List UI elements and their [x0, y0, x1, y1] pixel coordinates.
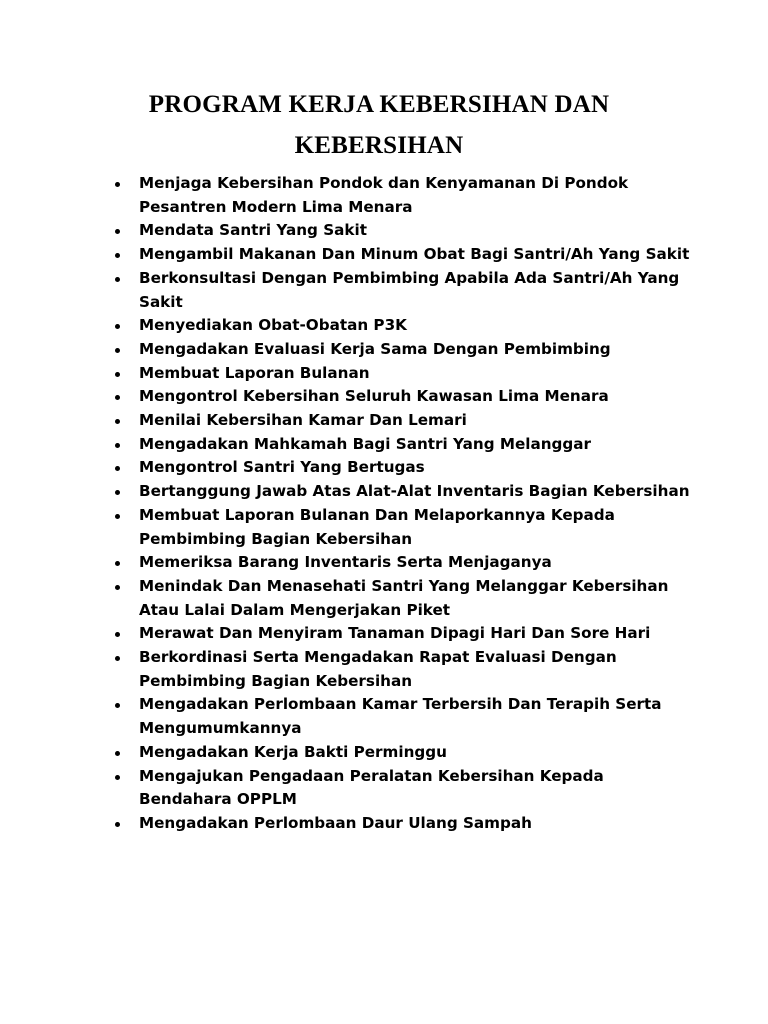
list-item-text: Mengontrol Santri Yang Bertugas: [139, 458, 425, 477]
bullet-icon: [115, 703, 120, 708]
bullet-icon: [115, 751, 120, 756]
list-item: [112, 812, 692, 836]
bullet-icon: [115, 822, 120, 827]
list-item: [112, 243, 692, 267]
list-item-text: Menindak Dan Menasehati Santri Yang Melanggar Kebersihan Atau Lalai Dalam Mengerjakan Piket: [139, 576, 669, 619]
program-list: [112, 172, 692, 836]
bullet-icon: [115, 632, 120, 637]
list-item: [112, 575, 692, 622]
bullet-icon: [115, 490, 120, 495]
bullet-icon: [115, 372, 120, 377]
list-item-text: Mengadakan Perlombaan Kamar Terbersih Dan Terapih Serta Mengumumkannya: [139, 695, 662, 738]
list-item: [112, 551, 692, 575]
list-item-text: Mengontrol Kebersihan Seluruh Kawasan Lima Menara: [139, 387, 609, 406]
bullet-icon: [115, 419, 120, 424]
bullet-icon: [115, 253, 120, 258]
list-item: [112, 338, 692, 362]
bullet-icon: [115, 466, 120, 471]
list-item: [112, 741, 692, 765]
bullet-icon: [115, 229, 120, 234]
list-item-text: Mengadakan Perlombaan Daur Ulang Sampah: [139, 813, 532, 832]
list-item-text: Membuat Laporan Bulanan: [139, 363, 370, 382]
list-item-text: Berkordinasi Serta Mengadakan Rapat Evaluasi Dengan Pembimbing Bagian Kebersihan: [139, 648, 617, 690]
list-item: [112, 693, 692, 740]
list-item: [112, 267, 692, 314]
list-item: [112, 480, 692, 504]
bullet-icon: [115, 348, 120, 353]
list-item-text: Mengadakan Evaluasi Kerja Sama Dengan Pembimbing: [139, 339, 611, 358]
document-title-line-1: PROGRAM KERJA KEBERSIHAN DAN: [148, 91, 610, 118]
list-item: [112, 433, 692, 457]
bullet-icon: [115, 324, 120, 329]
list-item-text: Memeriksa Barang Inventaris Serta Menjaganya: [139, 553, 552, 572]
list-item-text: Merawat Dan Menyiram Tanaman Dipagi Hari Dan Sore Hari: [139, 624, 651, 643]
list-item: [112, 504, 692, 551]
list-item-text: Mengadakan Mahkamah Bagi Santri Yang Melanggar: [139, 434, 592, 453]
list-item: [112, 385, 692, 409]
list-item: [112, 765, 692, 812]
bullet-icon: [115, 395, 120, 400]
list-item: [112, 646, 692, 693]
list-item: [112, 456, 692, 480]
list-item-text: Membuat Laporan Bulanan Dan Melaporkannya Kepada Pembimbing Bagian Kebersihan: [139, 505, 615, 548]
list-item-text: Bertanggung Jawab Atas Alat-Alat Inventaris Bagian Kebersihan: [139, 482, 690, 501]
list-item-text: Menjaga Kebersihan Pondok dan Kenyamanan Di Pondok Pesantren Modern Lima Menara: [139, 174, 629, 216]
list-item-text: Mendata Santri Yang Sakit: [139, 221, 367, 240]
bullet-icon: [115, 514, 120, 519]
list-item-text: Mengambil Makanan Dan Minum Obat Bagi Santri/Ah Yang Sakit: [139, 245, 690, 264]
bullet-icon: [115, 443, 120, 448]
list-item: [112, 409, 692, 433]
list-item: [112, 314, 692, 338]
bullet-icon: [115, 182, 120, 187]
list-item-text: Berkonsultasi Dengan Pembimbing Apabila Ada Santri/Ah Yang Sakit: [139, 268, 680, 311]
list-item-text: Mengadakan Kerja Bakti Perminggu: [139, 742, 447, 761]
bullet-icon: [115, 277, 120, 282]
bullet-icon: [115, 585, 120, 590]
bullet-icon: [115, 775, 120, 780]
list-item: [112, 172, 692, 219]
list-item: [112, 219, 692, 243]
list-item-text: Menilai Kebersihan Kamar Dan Lemari: [139, 411, 467, 430]
document-title-line-2: KEBERSIHAN: [294, 132, 464, 159]
list-item: [112, 362, 692, 386]
document-title: [0, 84, 758, 166]
list-item-text: Menyediakan Obat-Obatan P3K: [139, 316, 407, 335]
bullet-icon: [115, 656, 120, 661]
list-item: [112, 622, 692, 646]
bullet-icon: [115, 561, 120, 566]
list-item-text: Mengajukan Pengadaan Peralatan Kebersihan Kepada Bendahara OPPLM: [139, 766, 604, 809]
